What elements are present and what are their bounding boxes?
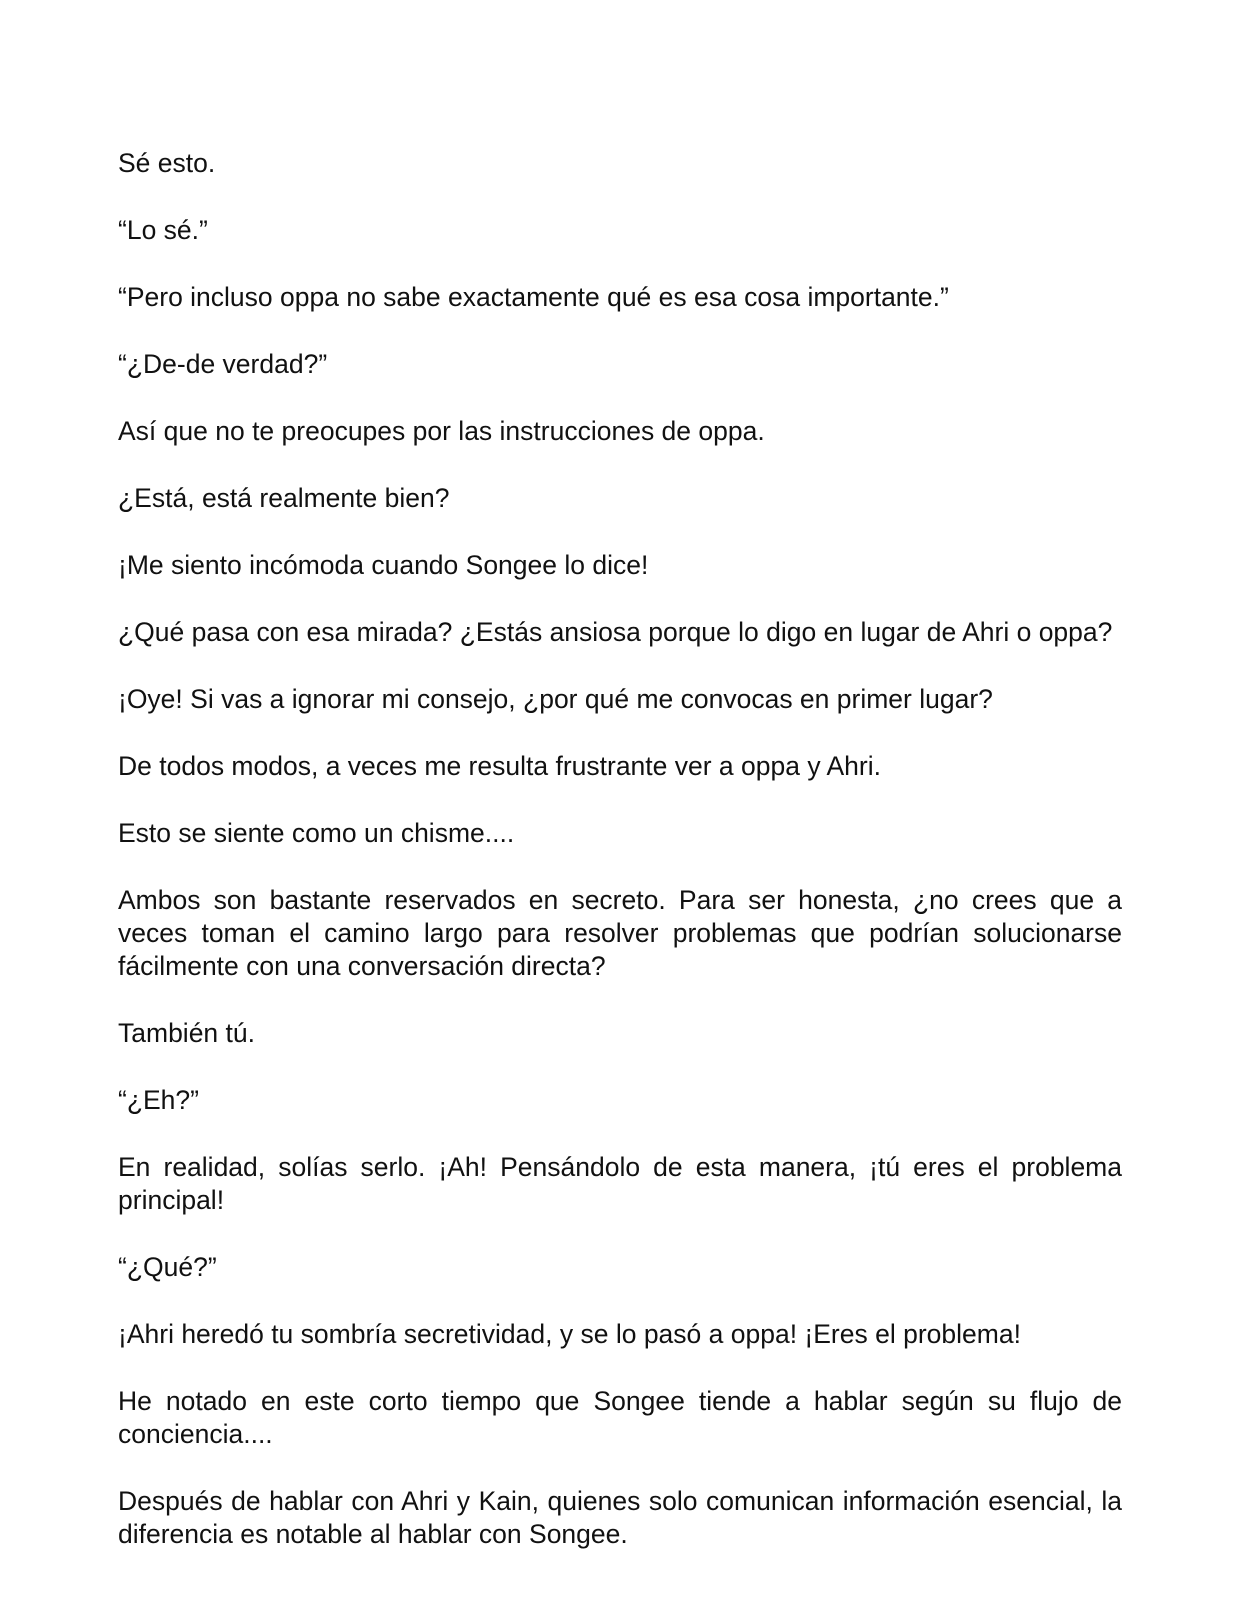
paragraph: “¿Qué?” (118, 1252, 217, 1282)
paragraph: He notado en este corto tiempo que Songee tiende a hablar según su flujo de conciencia.... (118, 1386, 1122, 1449)
paragraph: En realidad, solías serlo. ¡Ah! Pensándolo de esta manera, ¡tú eres el problema principal! (118, 1152, 1122, 1215)
paragraph: “¿De-de verdad?” (118, 349, 328, 379)
document-body (118, 147, 1122, 1585)
paragraph: También tú. (118, 1018, 255, 1048)
paragraph: “Pero incluso oppa no sabe exactamente qué es esa cosa importante.” (118, 282, 949, 312)
paragraph: ¡Ahri heredó tu sombría secretividad, y se lo pasó a oppa! ¡Eres el problema! (118, 1319, 1021, 1349)
paragraph: ¡Oye! Si vas a ignorar mi consejo, ¿por qué me convocas en primer lugar? (118, 684, 993, 714)
paragraph: “Lo sé.” (118, 215, 208, 245)
paragraph: ¿Qué pasa con esa mirada? ¿Estás ansiosa porque lo digo en lugar de Ahri o oppa? (118, 617, 1113, 647)
paragraph: Así que no te preocupes por las instrucciones de oppa. (118, 416, 765, 446)
paragraph: “¿Eh?” (118, 1085, 199, 1115)
paragraph: Ambos son bastante reservados en secreto. Para ser honesta, ¿no crees que a veces toman el camino largo para resolver problemas que podrían solucionarse fácilmente con una conversación directa? (118, 885, 1122, 981)
paragraph: Después de hablar con Ahri y Kain, quienes solo comunican información esencial, la diferencia es notable al hablar con Songee. (118, 1486, 1122, 1549)
paragraph: ¡Me siento incómoda cuando Songee lo dice! (118, 550, 649, 580)
paragraph: Esto se siente como un chisme.... (118, 818, 515, 848)
paragraph: ¿Está, está realmente bien? (118, 483, 450, 513)
paragraph: De todos modos, a veces me resulta frustrante ver a oppa y Ahri. (118, 751, 881, 781)
paragraph: Sé esto. (118, 148, 216, 178)
